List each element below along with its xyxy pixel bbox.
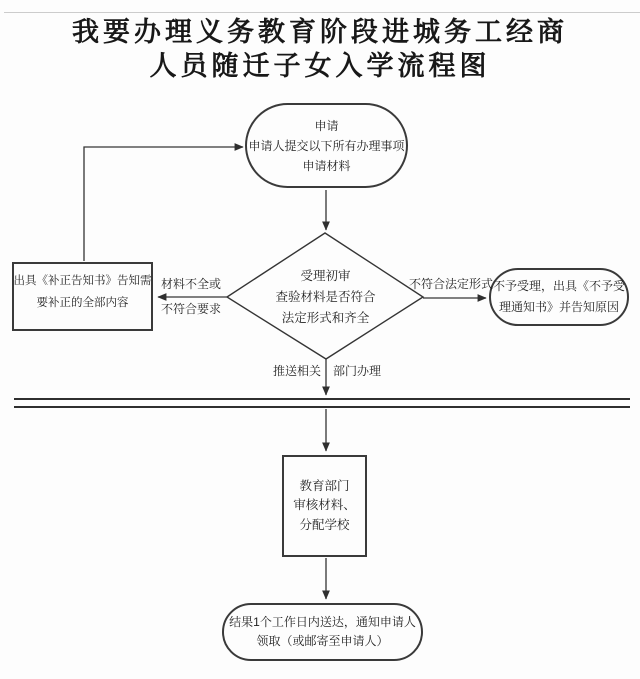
reject-notice-node [489,268,629,326]
review-line3: 法定形式和齐全 [281,311,370,325]
edge-label-invalid-form: 不符合法定形式 [408,277,493,291]
education-line3: 分配学校 [299,517,350,532]
apply-node-line2: 申请人提交以下所有办理事项 [248,138,405,153]
result-line1: 结果1个工作日内送达，通知申请人 [229,615,416,629]
edge-label-incomplete-materials-1: 材料不全或 [160,277,221,291]
apply-node [245,103,408,188]
edge-label-incomplete-materials-2: 不符合要求 [160,302,221,316]
result-line2: 领取（或邮寄至申请人） [256,634,389,648]
reject-line1: 不予受理，出具《不予受 [492,279,625,293]
apply-node-line3: 申请材料 [302,158,351,173]
education-line2: 审核材料、 [293,498,356,513]
education-line1: 教育部门 [299,478,350,493]
review-line2: 查验材料是否符合 [275,290,376,304]
result-node [222,603,423,661]
page-title-line1: 我要办理义务教育阶段进城务工经商 [72,17,568,47]
reject-line2: 理通知书》并告知原因 [498,300,619,314]
review-line1: 受理初审 [300,269,351,283]
edge-correction-to-apply [84,147,243,261]
apply-node-line1: 申请 [314,118,339,133]
review-decision-label [245,266,406,329]
page-title-line2: 人员随迁子女入学流程图 [149,51,491,81]
correction-line2: 要补正的全部内容 [36,297,129,309]
correction-line1: 出具《补正告知书》告知需 [13,275,152,287]
education-dept-box [282,455,367,557]
edge-label-push-to-departments-1: 推送相关 [272,364,321,378]
edge-label-push-to-departments-2: 部门办理 [332,364,381,378]
correction-notice-box [12,262,153,331]
